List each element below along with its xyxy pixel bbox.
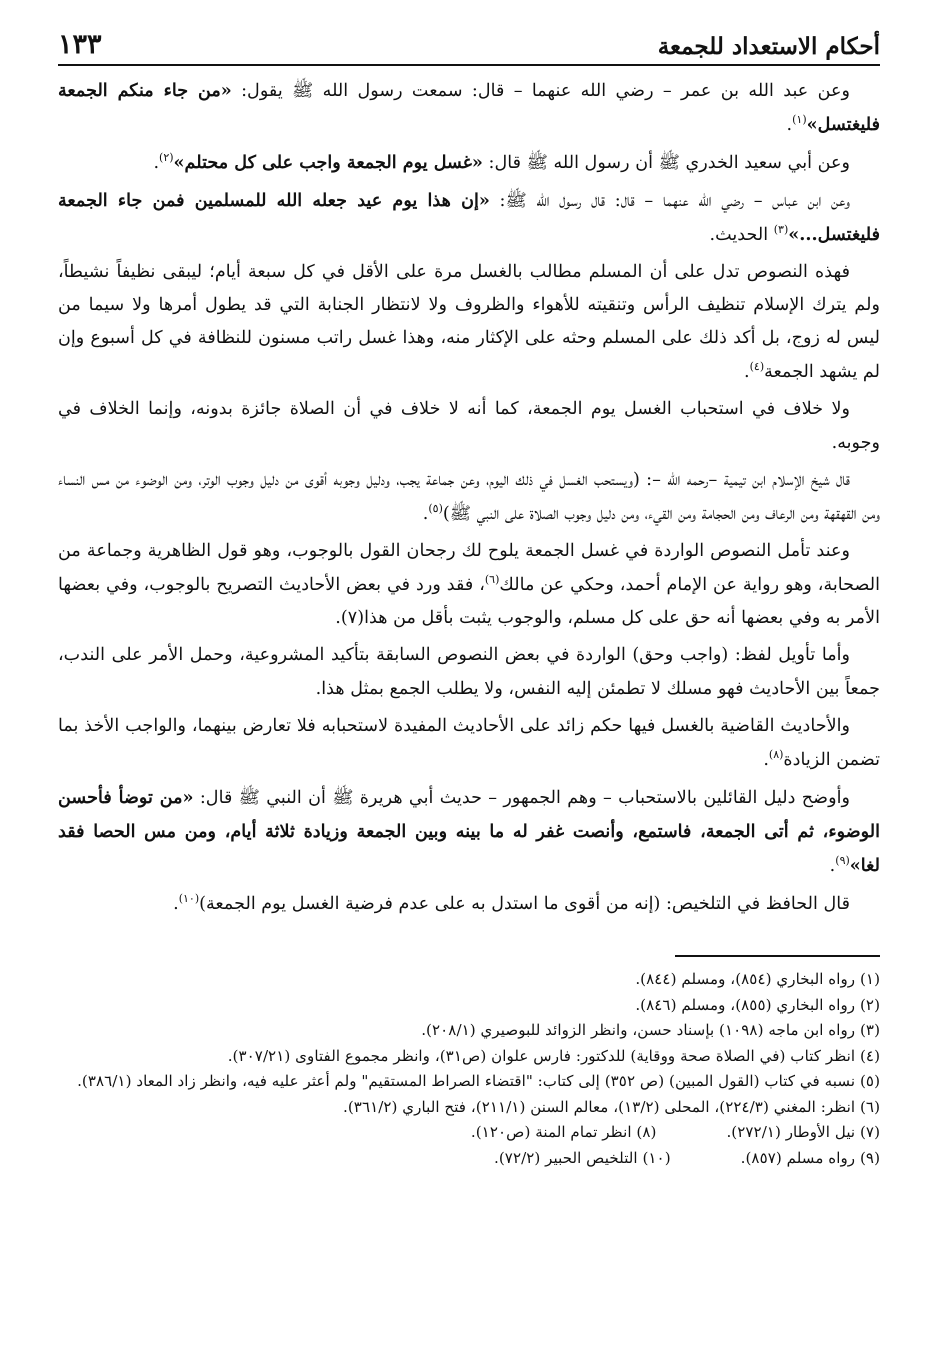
paragraph: والأحاديث القاضية بالغسل فيها حكم زائد على الأحاديث المفيدة لاستحبابه فلا تعارض بينهما، والواجب الأخذ بما تضمن الزيادة$^{(٨)}$. <box>58 716 880 770</box>
footnote: (٢) رواه البخاري (٨٥٥)، ومسلم (٨٤٦). <box>635 995 880 1014</box>
footnote-row <box>58 1146 880 1172</box>
footnote-marker: (٩) <box>835 854 850 868</box>
running-title: أحكام الاستعداد للجمعة <box>657 33 880 60</box>
page-header <box>58 20 880 66</box>
footnote-marker: (١) <box>792 113 807 127</box>
footnote: (١) رواه البخاري (٨٥٤)، ومسلم (٨٤٤). <box>635 970 880 988</box>
paragraph: فهذه النصوص تدل على أن المسلم مطالب بالغسل مرة على الأقل في كل سبعة أيام؛ ليبقى نظيفاً نشيطاً، ولم يترك الإسلام تنظيف الرأس وتنقيته للأهواء والظروف ولا لانتظار الجنابة التي قد يطول أمرها ولا سيما من ليس له زوج، بل أكد ذلك على المسلم وحثه على الإكثار منه، وهذا غسل راتب مسنون للنظافة في كل أسبوع وإن لم يشهد الجمعة$^{(٤)}$. <box>58 262 880 382</box>
paragraph: قال الحافظ في التلخيص: (إنه من أقوى ما استدل به على عدم فرضية الغسل يوم الجمعة)$^{(١٠)}$. <box>173 892 850 914</box>
footnote-marker: (١٠) <box>178 892 200 906</box>
footnote: (٨) انظر تمام المنة (ص١٢٠). <box>470 1123 657 1141</box>
footnote-marker: (٥) <box>428 502 443 516</box>
paragraph: وعن أبي سعيد الخدري ﷺ أن رسول الله ﷺ قال: «غسل يوم الجمعة واجب على كل محتلم»$^{(٢)}$. <box>153 151 850 173</box>
footnote-marker: (٤) <box>749 360 765 374</box>
footnote: (١٠) التلخيص الحبير (٧٢/٢). <box>494 1148 671 1167</box>
paragraph: وعن ابن عباس – رضي الله عنهما – قال: قال رسول الله ﷺ: «إن هذا يوم عيد جعله الله للمسلمين فمن جاء الجمعة فليغتسل...»$^{(٣)}$ الحديث. <box>58 190 880 245</box>
footnote: (٩) رواه مسلم (٨٥٧). <box>740 1148 880 1167</box>
paragraph: وعن عبد الله بن عمر – رضي الله عنهما – قال: سمعت رسول الله ﷺ يقول: «من جاء منكم الجمعة فليغتسل»$^{(١)}$. <box>58 80 880 135</box>
body-text <box>58 74 880 921</box>
book-page <box>58 20 880 1350</box>
footnote-separator <box>675 955 880 957</box>
paragraph: ولا خلاف في استحباب الغسل يوم الجمعة، كما أنه لا خلاف في أن الصلاة جائزة بدونه، وإنما الخلاف في وجوبه. <box>58 399 880 453</box>
footnote-marker: (٣) <box>773 223 789 237</box>
paragraph: وأوضح دليل القائلين بالاستحباب – وهم الجمهور – حديث أبي هريرة ﷺ أن النبي ﷺ قال: «من توضأ فأحسن الوضوء، ثم أتى الجمعة، فاستمع، وأنصت غفر له ما بينه وبين الجمعة وزيادة ثلاثة أيام، ومن مس الحصا فقد لغا»$^{(٩)}$. <box>58 787 880 876</box>
page-number: ١٣٣ <box>58 29 102 60</box>
footnote: (٥) نسبه في كتاب (القول المبين) (ص ٣٥٢) إلى كتاب: "اقتضاء الصراط المستقيم" ولم أعثر عليه فيه، وانظر زاد المعاد (٣٨٦/١). <box>77 1072 880 1090</box>
footnote-row <box>58 1120 880 1146</box>
footnote-marker: (٦) <box>484 573 500 587</box>
footnote: (٣) رواه ابن ماجه (١٠٩٨) بإسناد حسن، وانظر الزوائد للبوصيري (٢٠٨/١). <box>421 1021 880 1039</box>
footnote: (٦) انظر: المغني (٢٢٤/٣)، المحلى (١٣/٢)، معالم السنن (٢١١/١)، فتح الباري (٣٦١/٢). <box>343 1097 880 1116</box>
paragraph: قال شيخ الإسلام ابن تيمية –رحمه الله –: (ويستحب الغسل في ذلك اليوم، وعن جماعة يجب، ودليل وجوبه أقوى من دليل وجوب الوتر، ومن الوضوء من مس النساء ومن القهقهة ومن الرعاف ومن الحجامة ومن القيء، ومن دليل وجوب الصلاة على النبي ﷺ)$^{(٥)}$. <box>58 470 880 524</box>
paragraph: وعند تأمل النصوص الواردة في غسل الجمعة يلوح لك رجحان القول بالوجوب، وهو قول الظاهرية وجماعة من الصحابة، وهو رواية عن الإمام أحمد، وحكي عن مالك$^{(٦)}$، فقد ورد في بعض الأحاديث التصريح بالوجوب، وفي بعضها الأمر به وفي بعضها أنه حق على كل مسلم، والوجوب يثبت بأقل من هذا(٧). <box>58 541 881 628</box>
footnote-marker: (٢) <box>159 151 174 165</box>
footnotes <box>58 967 880 1171</box>
footnote: (٤) انظر كتاب (في الصلاة صحة ووقاية) للدكتور: فارس علوان (ص٣١)، وانظر مجموع الفتاوى (٣٠٧/٢١). <box>227 1046 880 1065</box>
footnote: (٧) نيل الأوطار (٢٧٢/١). <box>726 1123 880 1141</box>
footnote-marker: (٨) <box>768 748 784 762</box>
paragraph: وأما تأويل لفظ: (واجب وحق) الواردة في بعض النصوص السابقة بتأكيد المشروعية، وحمل الأمر على الندب، جمعاً بين الأحاديث فهو مسلك لا تطمئن إليه النفس، ولا يطلب الجمع بمثل هذا. <box>58 645 880 699</box>
